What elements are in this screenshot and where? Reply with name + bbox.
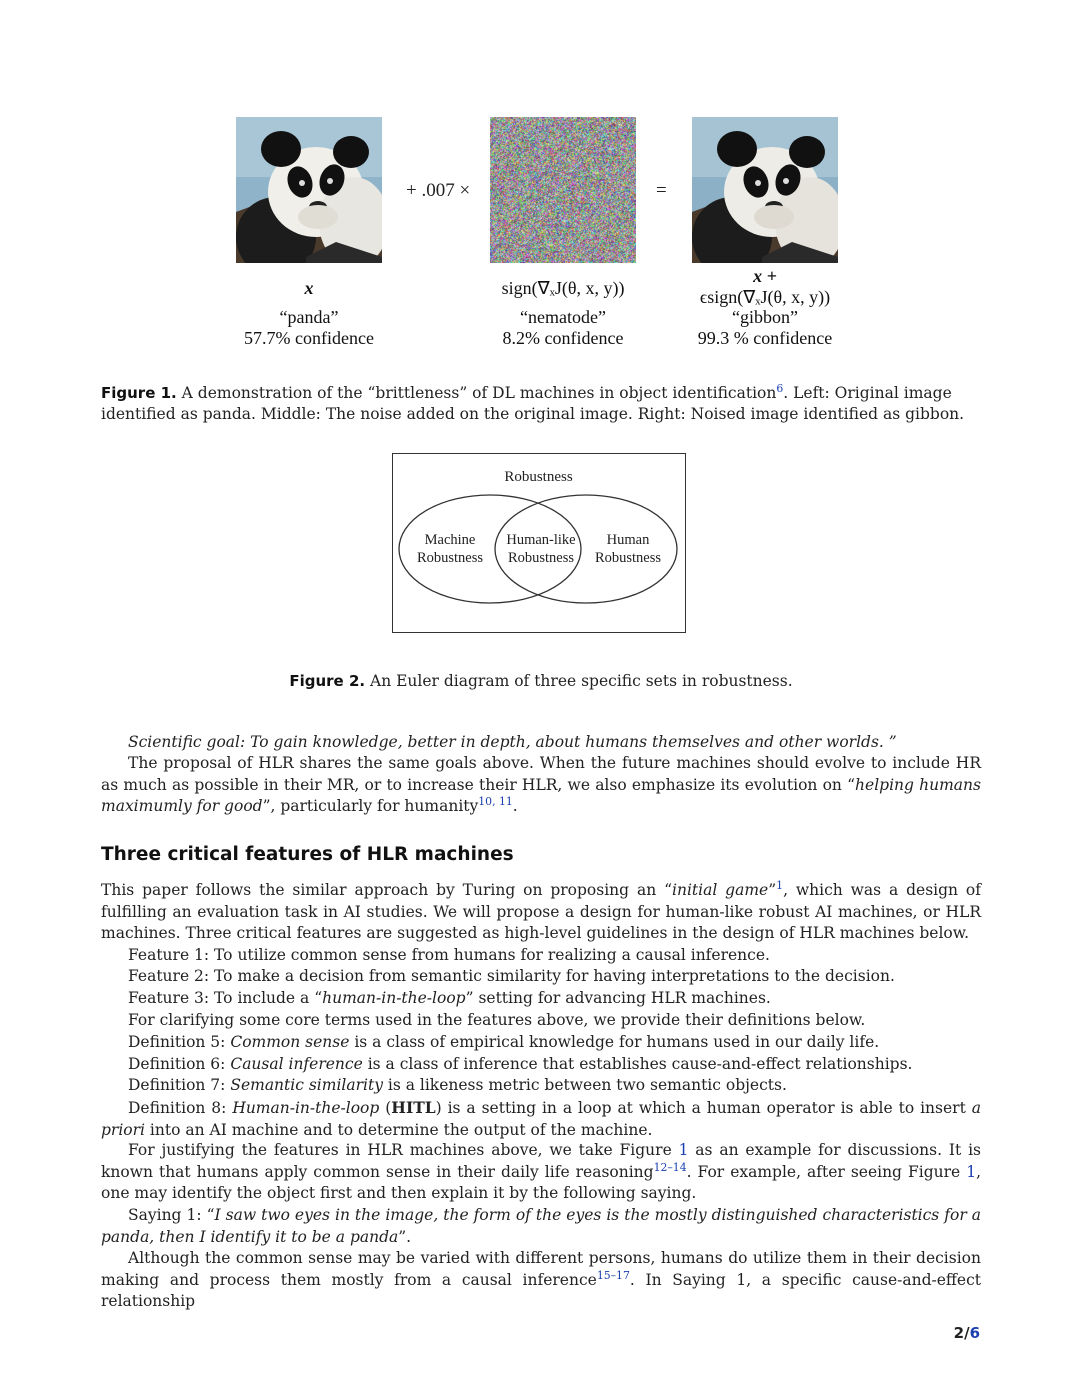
definition-7-text: is a likeness metric between two semantic objects. (382, 1076, 787, 1094)
p2-text-b: ” (768, 881, 777, 899)
right-math-label-line1: x + (753, 266, 777, 286)
right-confidence-label: 99.3 % confidence (697, 328, 833, 348)
p2-citation[interactable]: 1 (776, 878, 784, 892)
p3-text-b: as an example for discussions. It is known that humans apply common sense in their daily life reasoning (101, 1141, 981, 1181)
p4-citation[interactable]: 15–17 (596, 1268, 630, 1282)
definition-6-text: is a class of inference that establishes cause-and-effect relationships. (362, 1055, 913, 1073)
machine-robustness-line1: Machine (424, 532, 476, 548)
page-sep: / (964, 1324, 970, 1342)
saying-1-quote: I saw two eyes in the image, the form of the eyes is the mostly distinguished characteristics for a panda, then I identify it to be a panda (101, 1206, 981, 1246)
definition-7-label: Definition 7: (128, 1076, 231, 1094)
definition-8-paren: ( (379, 1099, 392, 1117)
definition-5-term: Common sense (230, 1033, 350, 1051)
page-number (954, 1324, 980, 1342)
human-robustness-line1: Human (606, 532, 650, 548)
figure-2-caption (101, 671, 981, 692)
definition-6-term: Causal inference (230, 1055, 363, 1073)
plus-epsilon-operator: + .007 × (406, 180, 471, 201)
figure-2-caption-label: Figure 2. (289, 672, 366, 690)
middle-class-label: “nematode” (520, 307, 606, 327)
feature-3-italic: human-in-the-loop (322, 989, 466, 1007)
definition-8 (101, 1097, 981, 1141)
definition-8-text-b: into an AI machine and to determine the output of the machine. (145, 1120, 653, 1139)
page-current: 2 (953, 1324, 965, 1342)
left-confidence-label: 57.7% confidence (244, 328, 374, 348)
euler-diagram-frame (392, 453, 686, 633)
definition-7-term: Semantic similarity (230, 1076, 383, 1094)
p3-figure-ref-2[interactable]: 1 (966, 1162, 977, 1181)
definition-8-text-a: ) is a setting in a loop at which a human operator is able to insert (435, 1099, 972, 1117)
feature-1: Feature 1: To utilize common sense from humans for realizing a causal inference. (128, 946, 770, 964)
saying-1 (101, 1205, 981, 1248)
saying-1-label: Saying 1: “ (128, 1206, 215, 1224)
equals-operator: = (656, 180, 667, 201)
definition-8-acronym: HITL (391, 1098, 436, 1117)
figure-1-caption-label: Figure 1. (101, 384, 177, 402)
feature-3 (128, 988, 771, 1010)
paragraph-approach (101, 880, 981, 945)
human-like-robustness-line1: Human-like (506, 532, 576, 548)
definition-6 (128, 1054, 912, 1076)
figure-1-caption (101, 383, 981, 425)
panda-image-original (236, 117, 382, 263)
definition-6-label: Definition 6: (128, 1055, 231, 1073)
definition-8-term: Human-in-the-loop (232, 1099, 380, 1117)
middle-confidence-label: 8.2% confidence (502, 328, 624, 348)
paragraph-justify (101, 1140, 981, 1205)
machine-robustness-label (405, 531, 495, 567)
human-robustness-line2: Robustness (594, 550, 662, 566)
scientific-goal-line: Scientific goal: To gain knowledge, better in depth, about humans themselves and other worlds. ” (128, 733, 897, 751)
panda-image-noised (692, 117, 838, 263)
human-like-robustness-label (493, 531, 589, 567)
p3-text-d: , one may identify the object first and then explain it by the following saying. (101, 1162, 981, 1203)
section-heading: Three critical features of HLR machines (101, 844, 514, 865)
p2-text-c: , which was a design of fulfilling an evaluation task in AI studies. We will propose a design for human-like robust AI machines, or HLR machines. Three critical features are suggested as high-level guidelines in the design of HLR machines below. (101, 881, 981, 943)
definition-8-label: Definition 8: (128, 1099, 233, 1117)
machine-robustness-line2: Robustness (416, 550, 484, 566)
p1-text-b: ”, particularly for humanity (262, 797, 479, 816)
p4-text-b: . In Saying 1, a specific cause-and-effect relationship (101, 1270, 982, 1311)
left-math-label: x (304, 278, 314, 298)
figure-2-caption-text: An Euler diagram of three specific sets in robustness. (370, 672, 793, 690)
figure-1-caption-text-b: . Left: Original image identified as panda. Middle: The noise added on the original image. Right: Noised image identified as gibbon. (101, 384, 965, 423)
p3-figure-ref-1[interactable]: 1 (678, 1141, 689, 1159)
p3-text-a: For justifying the features in HLR machines above, we take Figure (128, 1141, 679, 1159)
feature-3-text-b: ” setting for advancing HLR machines. (465, 989, 771, 1007)
left-class-label: “panda” (279, 307, 339, 327)
definition-8-italic: a priori (101, 1099, 981, 1139)
p4-text-a: Although the common sense may be varied with different persons, humans do utilize them in their decision making and process them mostly from a causal inference (101, 1249, 981, 1289)
p3-citation[interactable]: 12–14 (653, 1160, 687, 1174)
p2-italic: initial game (672, 881, 769, 899)
p2-text-a: This paper follows the similar approach by Turing on proposing an “ (101, 881, 672, 899)
p1-text-c: . (512, 797, 518, 816)
paragraph-hlr-proposal (101, 753, 981, 818)
right-math-label-line2: ϵsign(∇ₓJ(θ, x, y)) (699, 287, 831, 307)
figure-1-caption-ref[interactable]: 6 (776, 381, 784, 395)
robustness-set-title: Robustness (504, 469, 573, 485)
right-class-label: “gibbon” (732, 307, 798, 327)
definition-5-text: is a class of empirical knowledge for humans used in our daily life. (349, 1033, 880, 1051)
middle-math-label: sign(∇ₓJ(θ, x, y)) (501, 278, 625, 298)
p1-text-a: The proposal of HLR shares the same goals above. When the future machines should evolve to include HR as much as possible in their MR, or to increase their HLR, we also emphasize its evolution on “ (101, 754, 981, 794)
noise-image (490, 117, 636, 263)
clarify-line: For clarifying some core terms used in the features above, we provide their definitions below. (128, 1011, 866, 1029)
human-like-robustness-line2: Robustness (507, 550, 575, 566)
p1-italic: helping humans maximumly for good (101, 775, 981, 816)
paragraph-common-sense (101, 1248, 981, 1313)
p3-text-c: . For example, after seeing Figure (686, 1162, 967, 1181)
human-robustness-label (585, 531, 671, 567)
definition-5 (128, 1032, 879, 1054)
feature-3-text-a: Feature 3: To include a “ (128, 989, 323, 1007)
page-total[interactable]: 6 (969, 1324, 980, 1342)
saying-1-end: ”. (398, 1227, 412, 1246)
p1-citation[interactable]: 10, 11 (478, 795, 513, 809)
figure-1-caption-text-a: A demonstration of the “brittleness” of DL machines in object identification (181, 384, 777, 402)
definition-7 (128, 1075, 787, 1097)
feature-2: Feature 2: To make a decision from semantic similarity for having interpretations to the decision. (128, 967, 895, 985)
definition-5-label: Definition 5: (128, 1033, 231, 1051)
